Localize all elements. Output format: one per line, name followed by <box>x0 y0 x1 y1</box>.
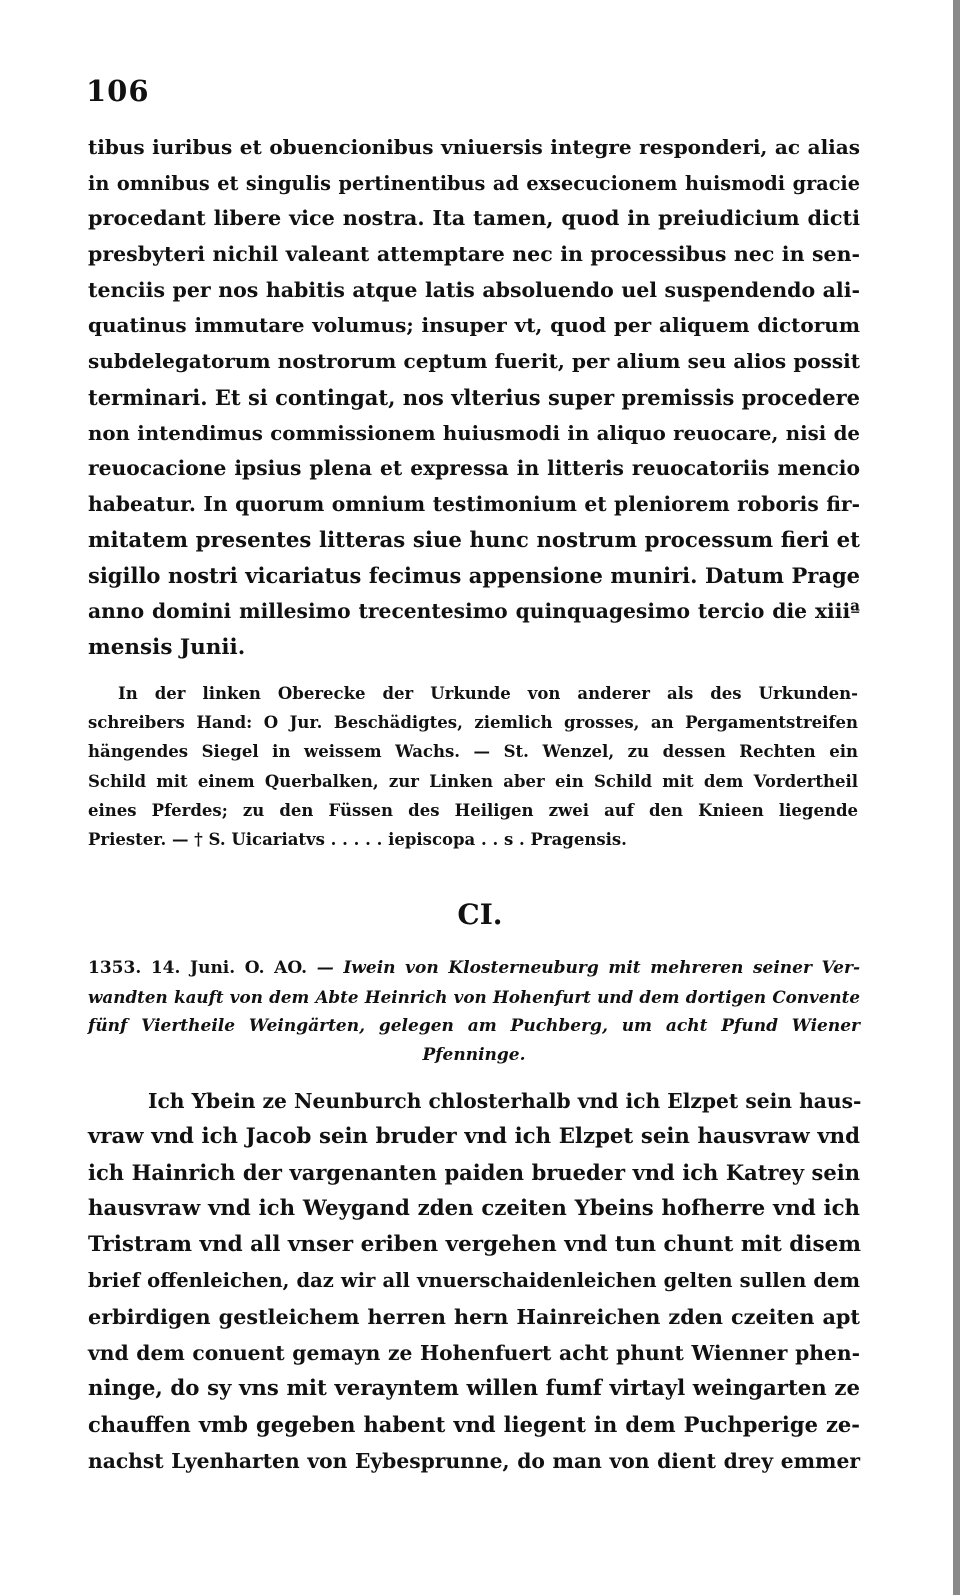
latin-paragraph <box>88 130 860 665</box>
heading-line: fünf Viertheile Weingärten, gelegen am Puchberg, um acht Pfund Wiener <box>88 1016 860 1036</box>
text-line: mensis Junii. <box>88 634 246 660</box>
note-line: schreibers Hand: O Jur. Beschädigtes, ziemlich grosses, an Pergamentstreifen <box>88 713 858 733</box>
text-line: habeatur. In quorum omnium testimonium et pleniorem roboris fir- <box>88 491 860 516</box>
heading-date: 1353. 14. Juni. O. AO. <box>88 958 308 978</box>
text-line: presbyteri nichil valeant attemptare nec in processibus nec in sen- <box>88 242 860 267</box>
text-line: brief offenleichen, daz wir all vnuerschaidenleichen gelten sullen dem <box>88 1269 860 1292</box>
document-heading <box>88 954 860 1070</box>
page-edge-shadow <box>953 0 960 1595</box>
heading-line <box>88 954 860 983</box>
text-line: sigillo nostri vicariatus fecimus appensione muniri. Datum Prage <box>88 563 860 589</box>
text-line: subdelegatorum nostrorum ceptum fuerit, per alium seu alios possit <box>88 349 860 374</box>
text-line: procedant libere vice nostra. Ita tamen, quod in preiudicium dicti <box>88 206 860 231</box>
note-line: Priester. — † S. Uicariatvs . . . . . iepiscopa . . s . Pragensis. <box>88 829 627 849</box>
text-line: Tristram vnd all vnser eriben vergehen vnd tun chunt mit disem <box>88 1232 862 1257</box>
text-line: in omnibus et singulis pertinentibus ad exsecucionem huismodi gracie <box>88 171 860 195</box>
text-line: chauffen vmb gegeben habent vnd liegent in dem Puchperige ze- <box>88 1412 860 1437</box>
text-line: tibus iuribus et obuencionibus vniuersis integre responderi, ac alias <box>88 135 860 159</box>
page-number: 106 <box>86 74 150 108</box>
text-line: quatinus immutare volumus; insuper vt, quod per aliquem dictorum <box>88 313 860 338</box>
text-line: vraw vnd ich Jacob sein bruder vnd ich Elzpet sein hausvraw vnd <box>88 1124 860 1149</box>
text-line: terminari. Et si contingat, nos vlterius super premissis procedere <box>88 384 860 410</box>
note-line: Schild mit einem Querbalken, zur Linken aber ein Schild mit dem Vordertheil <box>88 771 858 791</box>
text-line: tenciis per nos habitis atque latis absoluendo uel suspendendo ali- <box>88 277 860 302</box>
text-line: ich Hainrich der vargenanten paiden brueder vnd ich Katrey sein <box>88 1160 860 1185</box>
text-line: reuocacione ipsius plena et expressa in litteris reuocatoriis mencio <box>88 456 860 481</box>
note-line: In der linken Oberecke der Urkunde von anderer als des Urkunden- <box>118 684 858 703</box>
text-line: hausvraw vnd ich Weygand zden czeiten Ybeins hofherre vnd ich <box>88 1196 860 1221</box>
german-paragraph <box>88 1083 860 1479</box>
text-line: non intendimus commissionem huiusmodi in aliquo reuocare, nisi de <box>88 420 860 445</box>
text-line: vnd dem conuent gemayn ze Hohenfuert acht phunt Wienner phen- <box>88 1341 860 1365</box>
heading-line: wandten kauft von dem Abte Heinrich von Hohenfurt und dem dortigen Convente <box>88 987 860 1007</box>
text-line: nachst Lyenharten von Eybesprunne, do man von dient drey emmer <box>88 1449 860 1473</box>
text-line: ninge, do sy vns mit verayntem willen fumf virtayl weingarten ze <box>88 1376 860 1401</box>
note-line: hängendes Siegel in weissem Wachs. — St. Wenzel, zu dessen Rechten ein <box>88 742 858 762</box>
heading-text: — Iwein von Klosterneuburg mit mehreren seiner Ver- <box>316 958 861 978</box>
text-line: anno domini millesimo trecentesimo quinquagesimo tercio die xiiiª <box>88 598 860 623</box>
document-number: CI. <box>457 898 503 931</box>
editorial-note <box>88 679 858 854</box>
heading-line: Pfenninge. <box>422 1045 526 1065</box>
note-line: eines Pferdes; zu den Füssen des Heiligen zwei auf den Knieen liegende <box>88 800 858 820</box>
text-line: Ich Ybein ze Neunburch chlosterhalb vnd ich Elzpet sein haus- <box>148 1089 862 1113</box>
text-line: erbirdigen gestleichem herren hern Hainreichen zden czeiten apt <box>88 1305 860 1329</box>
text-line: mitatem presentes litteras siue hunc nostrum processum fieri et <box>88 527 860 553</box>
